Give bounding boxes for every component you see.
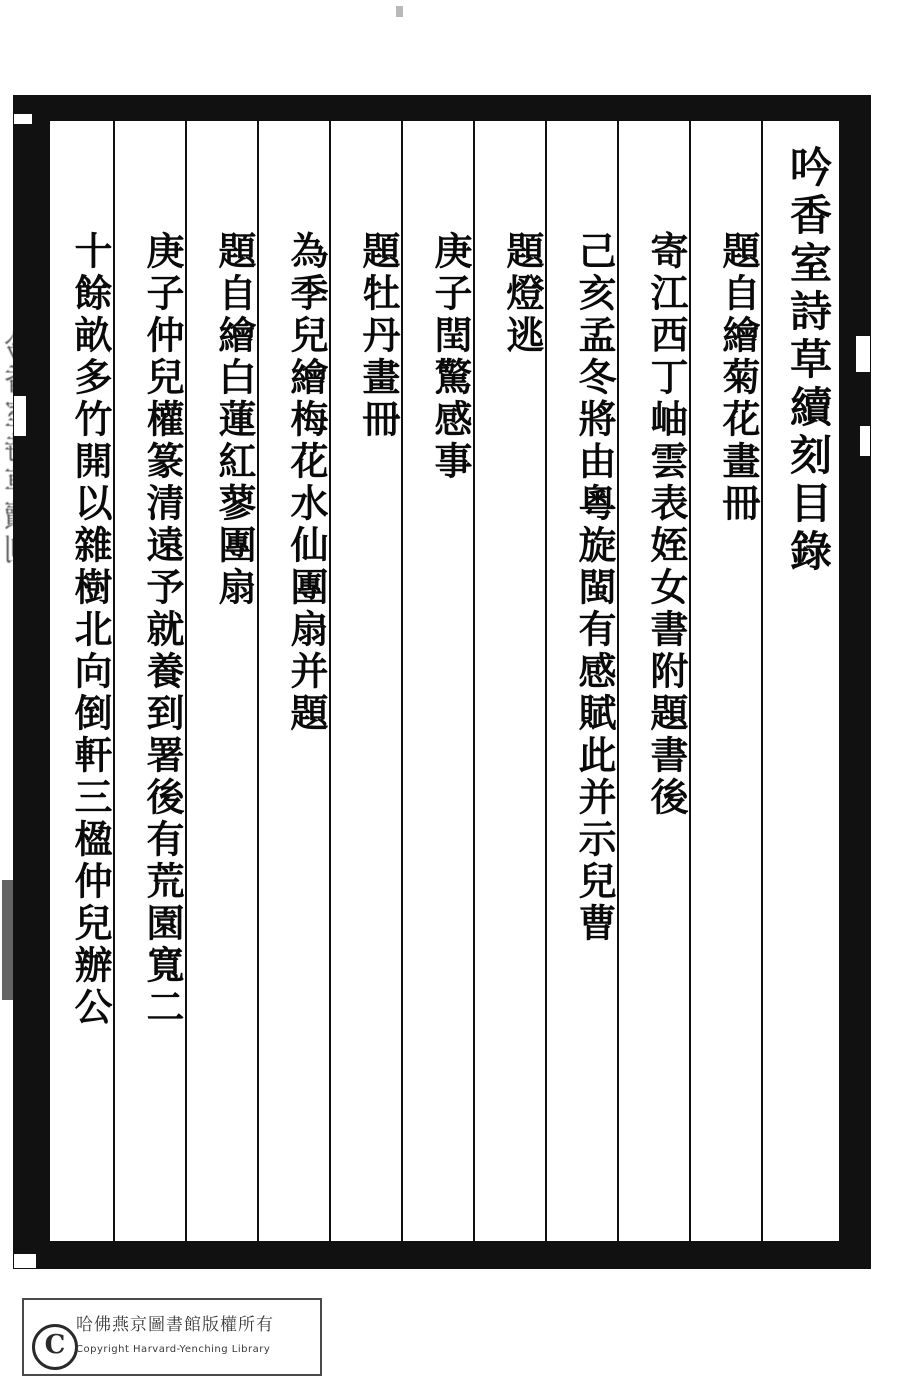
stamp-english-text: Copyright Harvard-Yenching Library (76, 1344, 271, 1355)
toc-entry[interactable]: 題自繪白蓮紅蓼團扇 (212, 231, 257, 609)
woodblock-frame (14, 96, 870, 1268)
toc-entry[interactable]: 為季兒繪梅花水仙團扇并題 (284, 231, 329, 735)
frame-nick (856, 336, 870, 372)
column-rule (473, 121, 475, 1241)
block-text-panel (47, 118, 842, 1244)
frame-nick (14, 396, 26, 436)
stamp-cjk-text: 哈佛燕京圖書館版權所有 (76, 1315, 274, 1335)
frame-nick (860, 426, 870, 456)
toc-entry[interactable]: 題燈逃 (500, 231, 545, 357)
toc-entry[interactable]: 十餘畝多竹開以雜樹北向倒軒三楹仲兒辦公 (68, 231, 113, 1029)
column-rule (761, 121, 763, 1241)
toc-entry[interactable]: 題牡丹畫冊 (356, 231, 401, 441)
toc-entry[interactable]: 題自繪菊花畫冊 (716, 231, 761, 525)
copyright-icon: C (32, 1324, 78, 1370)
column-rule (617, 121, 619, 1241)
column-rule (689, 121, 691, 1241)
column-rule (329, 121, 331, 1241)
column-rule (113, 121, 115, 1241)
frame-nick (14, 114, 32, 124)
page-title: 吟香室詩草續刻目錄 (784, 145, 833, 577)
column-rule (401, 121, 403, 1241)
toc-entry[interactable]: 庚子閏驚感事 (428, 231, 473, 483)
dust-speck (396, 6, 403, 17)
text-area (50, 121, 839, 1241)
library-copyright-stamp (22, 1298, 322, 1376)
frame-nick (14, 1254, 36, 1268)
column-rule (545, 121, 547, 1241)
column-rule (257, 121, 259, 1241)
column-rule (185, 121, 187, 1241)
toc-entry[interactable]: 寄江西丁岫雲表姪女書附題書後 (644, 231, 689, 819)
toc-entry[interactable]: 己亥孟冬將由粵旋閩有感賦此并示兒曹 (572, 231, 617, 945)
toc-entry[interactable]: 庚子仲兒權篆清遠予就養到署後有荒園寬二 (140, 231, 185, 1029)
